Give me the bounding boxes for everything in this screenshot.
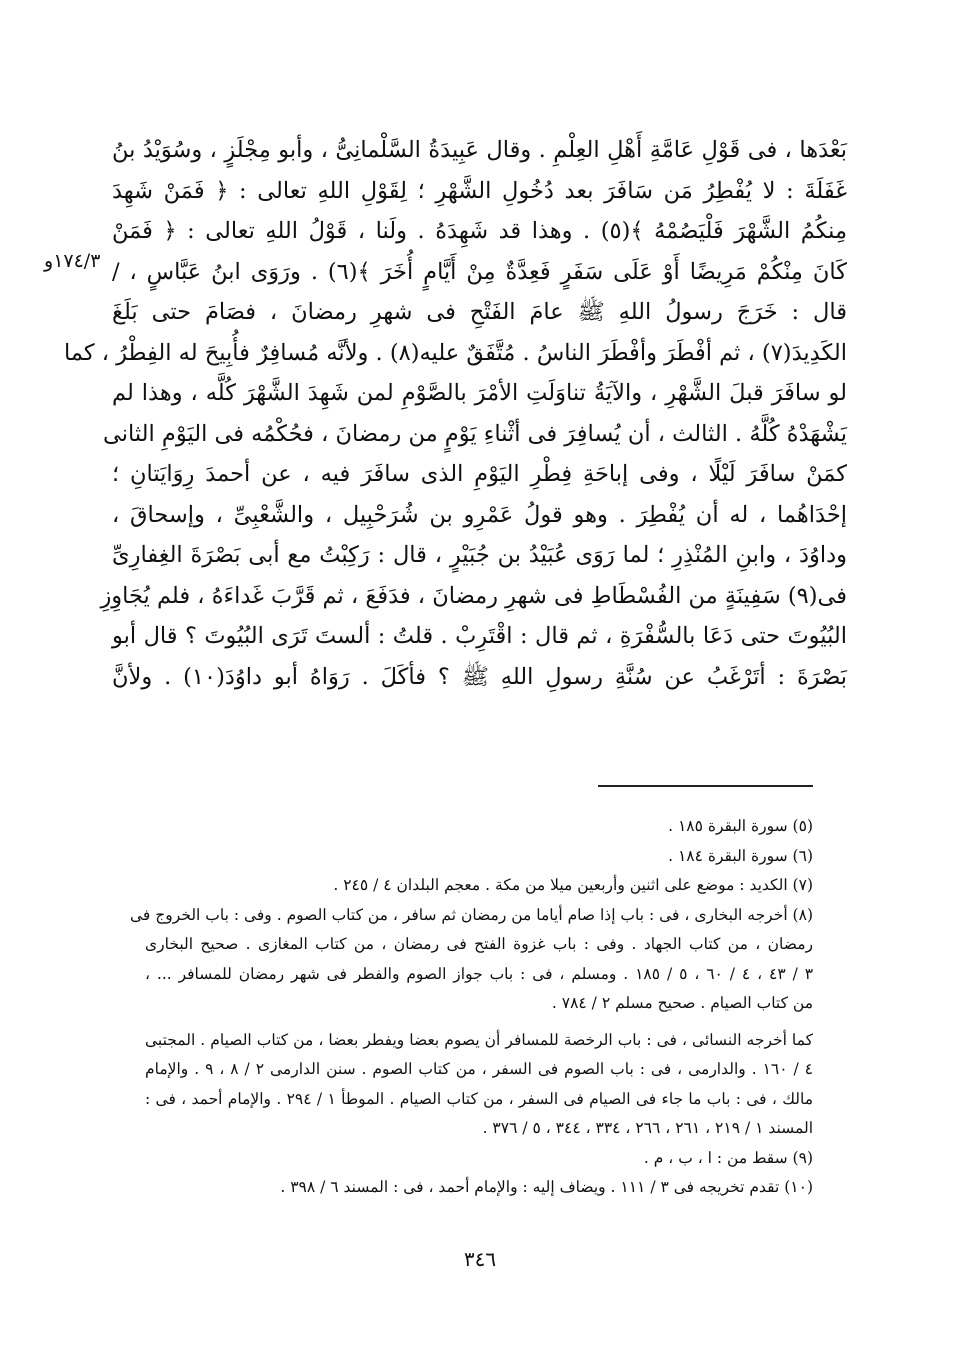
- main-line: الكَدِيدَ(٧) ، ثم أفْطَرَ وأفْطَرَ الناسُ . مُتَّفَقٌ عليه(٨) . ولأنَّه مُسافِرٌ فأُبِيحَ له الفِطْرُ ، كما: [64, 339, 847, 366]
- main-line: بَصْرَةَ : أتَرْغَبُ عن سُنَّةِ رسولِ اللهِ ﷺ ؟ فأكَلَ . رَوَاهُ أبو داوُدَ(١٠) . ولأنَّ: [112, 663, 847, 690]
- margin-folio-marker: ١٧٤/٣و: [44, 250, 101, 272]
- footnote-separator-rule: [598, 785, 813, 787]
- footnote-8-line: (٨) أخرجه البخارى ، فى : باب إذا صام أياما من رمضان ثم سافر ، من كتاب الصوم . وفى : باب الخروج فى: [130, 905, 813, 924]
- footnote-8-line: ٣ / ٤٣ ، ٤ / ٦٠ ، ٥ / ١٨٥ . ومسلم ، فى : باب جواز الصوم والفطر فى شهر رمضان للمسافر ... ،: [145, 964, 814, 983]
- main-line: وداوُدَ ، وابنِ المُنْذِرِ ؛ لما رَوَى عُبَيْدُ بن جُبَيْرٍ ، قال : رَكِبْتُ مع أبى بَصْرَةَ الغِفارِىِّ: [112, 542, 847, 568]
- main-line: فى(٩) سَفِينَةٍ من الفُسْطَاطِ فى شهرِ رمضانَ ، فدَفَعَ ، ثم قَرَّبَ غَداءَهُ ، فلم يُجَاوِزِ: [100, 582, 847, 609]
- main-line: إحْدَاهُما ، له أن يُفْطِرَ . وهو قولُ عَمْرِو بن شُرَحْبِيل ، والشَّعْبِىِّ ، وإسحاقَ ،: [112, 501, 847, 528]
- main-line: كمَنْ سافَرَ لَيْلًا ، وفى إباحَةِ فِطْرِ اليَوْمِ الذى سافَرَ فيه ، عن أحمدَ رِوَايَتانِ ؛: [112, 461, 847, 487]
- footnote-6: (٦) سورة البقرة ١٨٤ .: [668, 846, 813, 865]
- page-number: ٣٤٦: [463, 1247, 497, 1271]
- footnote-8-continuation-line: كما أخرجه النسائى ، فى : باب الرخصة للمسافر أن يصوم بعضا ويفطر بعضا ، من كتاب الصيام . المجتبى: [145, 1030, 813, 1049]
- footnotes: [130, 812, 814, 1203]
- footnote-8-continuation-line: المسند ١ / ٢١٩ ، ٢٦١ ، ٢٦٦ ، ٣٣٤ ، ٣٤٤ ، ٥ / ٣٧٦ .: [482, 1119, 813, 1137]
- footnote-5: (٥) سورة البقرة ١٨٥ .: [668, 817, 813, 835]
- main-line: البُيُوتَ حتى دَعَا بالسُّفْرَةِ ، ثم قال : اقْتَرِبْ . قلتُ : ألستَ تَرَى البُيُوتَ ؟ قال أبو: [112, 623, 847, 649]
- main-line: غَفَلَةَ : لا يُفْطِرُ مَن سَافَرَ بعد دُخُولِ الشَّهْرِ ؛ لِقَوْلِ اللهِ تعالى : ﴿ فَمَنْ شَهِدَ: [112, 177, 847, 204]
- footnote-9: (٩) سقط من : ا ، ب ، م .: [643, 1148, 813, 1167]
- main-line: لو سافَرَ قبلَ الشَّهْرِ ، والآيَةُ تناوَلَتِ الأمْرَ بالصَّوْمِ لمن شَهِدَ الشَّهْرَ كُلَّه ، وهذا لم: [112, 380, 847, 406]
- main-line: بَعْدَها ، فى قَوْلِ عَامَّةِ أَهْلِ العِلْمِ . وقال عَبِيدَةُ السَّلْمانِىُّ ، وأبو مِجْلَزٍ ، وسُوَيْدُ بنُ: [112, 137, 847, 163]
- footnote-8-line: من كتاب الصيام . صحيح مسلم ٢ / ٧٨٤ .: [551, 994, 813, 1012]
- footnote-8-line: رمضان ، من كتاب الجهاد . وفى : باب غزوة الفتح فى رمضان ، من كتاب المغازى . صحيح البخارى: [145, 935, 813, 953]
- main-line: قال : خَرَجَ رسولُ اللهِ ﷺ عامَ الفَتْحِ فى شهرِ رمضانَ ، فصَامَ حتى بَلَغَ: [112, 299, 847, 325]
- main-line: مِنكُمُ الشَّهْرَ فَلْيَصُمْهُ ﴾(٥) . وهذا قد شَهِدَهُ . ولَنا ، قَوْلُ اللهِ تعالى : ﴿ فَمَنْ: [112, 218, 847, 244]
- footnote-8-continuation-line: ٤ / ١٦٠ . والدارمى ، فى : باب الصوم فى السفر ، من كتاب الصوم . سنن الدارمى ٢ / ٨ ، ٩ . والإمام: [145, 1060, 813, 1078]
- footnote-7: (٧) الكديد : موضع على اثنين وأربعين ميلا من مكة . معجم البلدان ٤ / ٢٤٥ .: [333, 876, 813, 894]
- main-line: كَانَ مِنْكُمْ مَرِيضًا أَوْ عَلَى سَفَرٍ فَعِدَّةٌ مِنْ أَيَّامٍ أُخَرَ ﴾(٦) . ورَوَى ابنُ عَبَّاسٍ ، /: [112, 258, 847, 285]
- footnote-8-continuation-line: مالك ، فى : باب ما جاء فى الصيام فى السفر ، من كتاب الصيام . الموطأ ١ / ٢٩٤ . والإمام أحمد ، فى :: [145, 1089, 814, 1108]
- main-line: يَشْهَدْهُ كُلَّهُ . الثالث ، أن يُسافِرَ فى أثْناءِ يَوْمٍ من رمضانَ ، فحُكْمُه فى اليَوْمِ الثانى: [102, 420, 847, 447]
- footnote-10: (١٠) تقدم تخريجه فى ٣ / ١١١ . ويضاف إليه : والإمام أحمد ، فى : المسند ٦ / ٣٩٨ .: [280, 1178, 813, 1196]
